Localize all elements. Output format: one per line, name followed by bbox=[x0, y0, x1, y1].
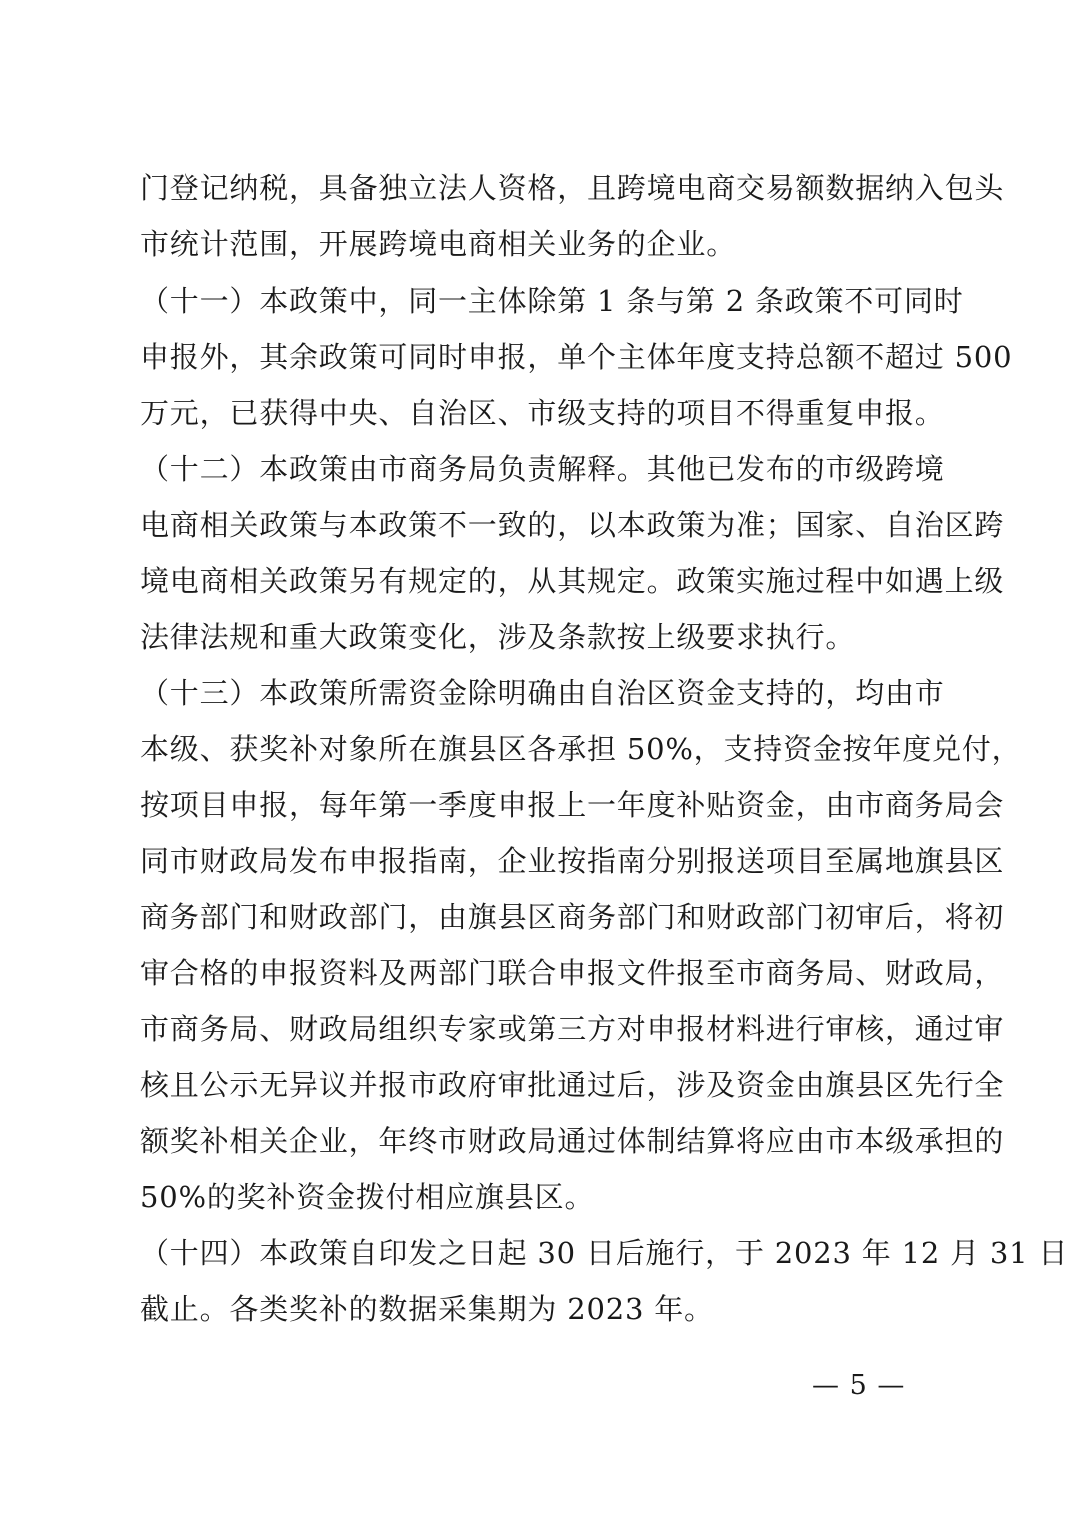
text-line: 额奖补相关企业，年终市财政局通过体制结算将应由市本级承担的 bbox=[140, 1124, 1005, 1158]
text-line: （十四）本政策自印发之日起 30 日后施行，于 2023 年 12 月 31 日 bbox=[140, 1236, 1069, 1270]
page-number: — 5 — bbox=[812, 1370, 906, 1401]
text-line: 申报外，其余政策可同时申报，单个主体年度支持总额不超过 500 bbox=[140, 340, 1013, 374]
text-line: 核且公示无异议并报市政府审批通过后，涉及资金由旗县区先行全 bbox=[140, 1068, 1005, 1102]
text-line: 审合格的申报资料及两部门联合申报文件报至市商务局、财政局， bbox=[140, 956, 1005, 990]
text-line: 截止。各类奖补的数据采集期为 2023 年。 bbox=[140, 1292, 714, 1326]
text-line: 法律法规和重大政策变化，涉及条款按上级要求执行。 bbox=[140, 620, 856, 654]
text-line: 按项目申报，每年第一季度申报上一年度补贴资金，由市商务局会 bbox=[140, 788, 1005, 822]
text-line: 市商务局、财政局组织专家或第三方对申报材料进行审核，通过审 bbox=[140, 1012, 1005, 1046]
text-line: 境电商相关政策另有规定的，从其规定。政策实施过程中如遇上级 bbox=[140, 564, 1005, 598]
text-line: 市统计范围，开展跨境电商相关业务的企业。 bbox=[140, 227, 737, 261]
text-line: （十一）本政策中，同一主体除第 1 条与第 2 条政策不可同时 bbox=[140, 284, 964, 318]
text-line: 50%的奖补资金拨付相应旗县区。 bbox=[140, 1180, 595, 1214]
text-line: 门登记纳税，具备独立法人资格，且跨境电商交易额数据纳入包头 bbox=[140, 171, 1005, 205]
text-line: （十二）本政策由市商务局负责解释。其他已发布的市级跨境 bbox=[140, 452, 945, 486]
text-line: 同市财政局发布申报指南，企业按指南分别报送项目至属地旗县区 bbox=[140, 844, 1005, 878]
text-line: 万元，已获得中央、自治区、市级支持的项目不得重复申报。 bbox=[140, 396, 945, 430]
text-line: 商务部门和财政部门，由旗县区商务部门和财政部门初审后，将初 bbox=[140, 900, 1005, 934]
text-line: 电商相关政策与本政策不一致的，以本政策为准；国家、自治区跨 bbox=[140, 508, 1005, 542]
text-line: 本级、获奖补对象所在旗县区各承担 50%，支持资金按年度兑付， bbox=[140, 732, 1022, 766]
text-line: （十三）本政策所需资金除明确由自治区资金支持的，均由市 bbox=[140, 676, 945, 710]
